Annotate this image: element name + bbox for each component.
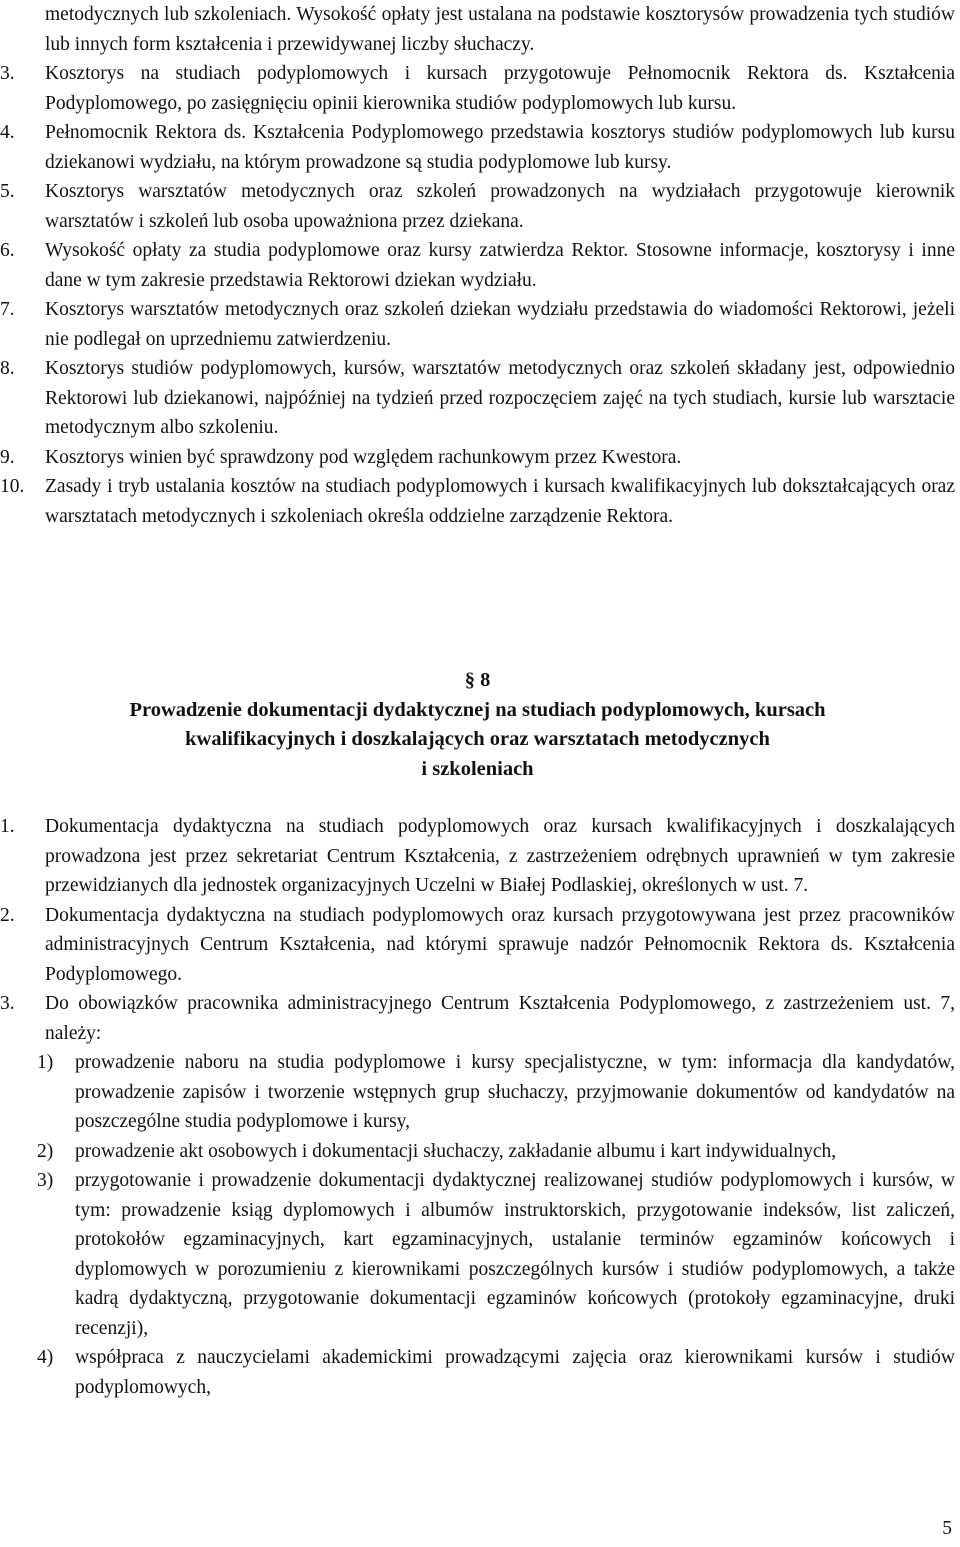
continuation-paragraph: metodycznych lub szkoleniach. Wysokość opłaty jest ustalana na podstawie kosztorysów prowadzenia tych studiów lub innych form kształcenia i przewidywanej liczby słuchaczy.	[45, 4, 955, 55]
list-item	[0, 236, 955, 295]
sub-item-number: 3)	[37, 1170, 54, 1191]
section-title-line: i szkoleniach	[421, 757, 534, 780]
regulation-section-7-tail	[0, 0, 955, 531]
section-heading	[0, 666, 955, 784]
item-number: 9.	[0, 446, 15, 468]
sub-list-item	[0, 1166, 955, 1343]
list-item	[0, 59, 955, 118]
sub-item-number: 4)	[37, 1347, 54, 1368]
item-text: Kosztorys winien być sprawdzony pod względem rachunkowym przez Kwestora.	[45, 446, 682, 468]
section-title-line: Prowadzenie dokumentacji dydaktycznej na studiach podyplomowych, kursach	[129, 698, 826, 721]
item-number: 3.	[0, 993, 15, 1014]
item-number: 6.	[0, 240, 15, 261]
item-number: 8.	[0, 358, 15, 379]
sub-list-item	[0, 1048, 955, 1137]
item-text: Wysokość opłaty za studia podyplomowe oraz kursy zatwierdza Rektor. Stosowne informacje, kosztorysy i inne dane w tym zakresie przedstawia Rektorowi dziekan wydziału.	[45, 240, 955, 291]
sub-item-text: przygotowanie i prowadzenie dokumentacji dydaktycznej realizowanej studiów podyplomowych i kursów, w tym: prowadzenie ksiąg dyplomowych i albumów instruktorskich, przygotowanie indeksów, list zaliczeń, protokołów egzaminacyjnych, kart egzaminacyjnych, ustalanie terminów egzaminów końcowych i dyplomowych w porozumieniu z kierownikami poszczególnych kursów i studiów podyplomowych, a także kadrą dydaktyczną, przygotowanie dokumentacji egzaminów końcowych (protokoły egzaminacyjne, druki recenzji),	[75, 1170, 955, 1339]
item-text: Kosztorys warsztatów metodycznych oraz szkoleń dziekan wydziału przedstawia do wiadomości Rektorowi, jeżeli nie podlegał on uprzedniemu zatwierdzeniu.	[45, 299, 955, 350]
list-item	[0, 177, 955, 236]
list-item	[0, 443, 955, 473]
sub-item-text: współpraca z nauczycielami akademickimi prowadzącymi zajęcia oraz kierownikami kursów i studiów podyplomowych,	[75, 1347, 955, 1398]
item-text: Kosztorys warsztatów metodycznych oraz szkoleń prowadzonych na wydziałach przygotowuje kierownik warsztatów i szkoleń lub osoba upoważniona przez dziekana.	[45, 181, 955, 232]
list-item	[0, 472, 955, 531]
item-text: Kosztorys studiów podyplomowych, kursów, warsztatów metodycznych oraz szkoleń składany jest, odpowiednio Rektorowi lub dziekanowi, najpóźniej na tydzień przed rozpoczęciem zajęć na tych studiach, kursie lub warsztacie metodycznym albo szkoleniu.	[45, 358, 955, 438]
sub-list-item	[0, 1343, 955, 1402]
item-text: Pełnomocnik Rektora ds. Kształcenia Podyplomowego przedstawia kosztorys studiów podyplomowych lub kursu dziekanowi wydziału, na którym prowadzone są studia podyplomowe lub kursy.	[45, 122, 955, 173]
sub-list-item	[0, 1137, 955, 1167]
list-item	[0, 295, 955, 354]
item-text: Zasady i tryb ustalania kosztów na studiach podyplomowych i kursach kwalifikacyjnych lub dokształcających oraz warsztatach metodycznych i szkoleniach określa oddzielne zarządzenie Rektora.	[45, 476, 955, 527]
sub-item-number: 1)	[37, 1052, 54, 1073]
list-item	[0, 812, 955, 901]
list-item	[0, 989, 955, 1048]
list-item	[0, 901, 955, 990]
item-number: 4.	[0, 122, 15, 143]
item-number: 10.	[0, 476, 25, 497]
item-number: 5.	[0, 181, 15, 202]
item-number: 7.	[0, 299, 15, 320]
section-8-content	[0, 812, 955, 1402]
item-text: Kosztorys na studiach podyplomowych i kursach przygotowuje Pełnomocnik Rektora ds. Kształcenia Podyplomowego, po zasięgnięciu opinii kierownika studiów podyplomowych lub kursu.	[45, 63, 955, 114]
sub-item-number: 2)	[37, 1140, 54, 1162]
paragraph-symbol: § 8	[464, 669, 491, 691]
item-number: 3.	[0, 63, 15, 84]
section-title-line: kwalifikacyjnych i doszkalających oraz warsztatach metodycznych	[185, 728, 770, 750]
item-text: Do obowiązków pracownika administracyjnego Centrum Kształcenia Podyplomowego, z zastrzeżeniem ust. 7, należy:	[45, 993, 955, 1044]
item-number: 1.	[0, 816, 15, 837]
list-item	[0, 354, 955, 443]
item-text: Dokumentacja dydaktyczna na studiach podyplomowych oraz kursach przygotowywana jest przez pracowników administracyjnych Centrum Kształcenia, nad którymi sprawuje nadzór Pełnomocnik Rektora ds. Kształcenia Podyplomowego.	[45, 904, 955, 985]
list-item	[0, 118, 955, 177]
item-text: Dokumentacja dydaktyczna na studiach podyplomowych oraz kursach kwalifikacyjnych i doszkalających prowadzona jest przez sekretariat Centrum Kształcenia, z zastrzeżeniem odrębnych uprawnień w tym zakresie przewidzianych dla jednostek organizacyjnych Uczelni w Białej Podlaskiej, określonych w ust. 7.	[45, 816, 955, 896]
sub-item-text: prowadzenie naboru na studia podyplomowe i kursy specjalistyczne, w tym: informacja dla kandydatów, prowadzenie zapisów i tworzenie wstępnych grup słuchaczy, przyjmowanie dokumentów od kandydatów na poszczególne studia podyplomowe i kursy,	[75, 1052, 955, 1132]
item-number: 2.	[0, 904, 15, 926]
page-number: 5	[942, 1518, 952, 1539]
sub-item-text: prowadzenie akt osobowych i dokumentacji słuchaczy, zakładanie albumu i kart indywidualnych,	[75, 1140, 837, 1162]
